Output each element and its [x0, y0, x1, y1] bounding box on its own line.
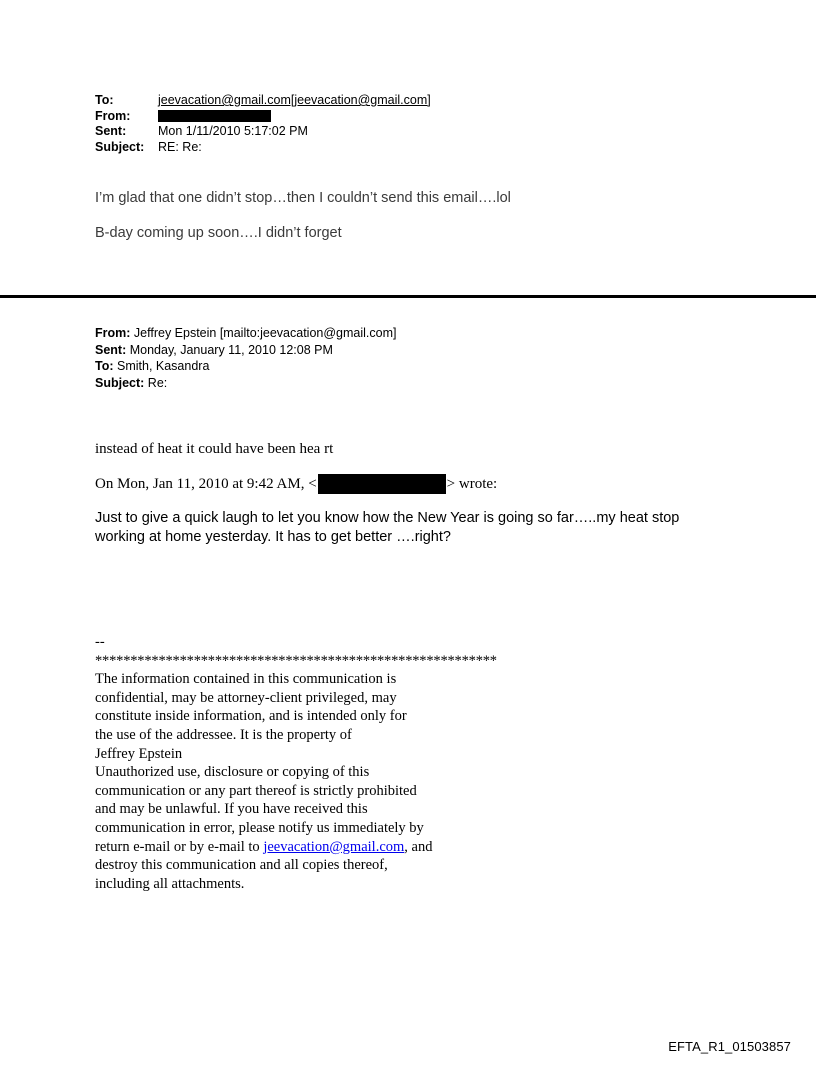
body-paragraph-1: I’m glad that one didn’t stop…then I couldn’t send this email….lol: [95, 190, 511, 206]
quoted-header-row-sent: [95, 342, 396, 359]
disclaimer-line-5: Jeffrey Epstein: [95, 745, 183, 762]
disclaimer-email-link[interactable]: jeevacation@gmail.com: [263, 838, 405, 855]
disclaimer-line-3: constitute inside information, and is intended only for: [95, 708, 407, 725]
header-row-from: [95, 109, 431, 125]
on-wrote-line: [95, 474, 497, 494]
disclaimer-star-rule: *********************************************************: [95, 652, 497, 669]
quoted-email-header-block: [95, 325, 396, 391]
header-value-sent: Mon 1/11/2010 5:17:02 PM: [158, 124, 308, 138]
disclaimer-line-2: confidential, may be attorney-client privileged, may: [95, 689, 397, 706]
quoted-header-label-subject: Subject:: [95, 375, 145, 390]
on-wrote-suffix: > wrote:: [446, 475, 498, 492]
header-label-subject: Subject:: [95, 139, 145, 154]
disclaimer-line-7: communication or any part thereof is strictly prohibited: [95, 782, 417, 799]
quoted-header-label-from: From:: [95, 326, 131, 340]
confidentiality-disclaimer: [95, 633, 595, 893]
quoted-header-label-sent: Sent:: [95, 342, 127, 357]
disclaimer-line-11: destroy this communication and all copies thereof,: [95, 857, 388, 874]
redaction-bar-from: [158, 110, 271, 122]
disclaimer-return-suffix: , and: [404, 838, 433, 855]
reply-line: instead of heat it could have been hea rt: [95, 441, 334, 457]
bates-number: EFTA_R1_01503857: [668, 1039, 791, 1054]
disclaimer-line-8: and may be unlawful. If you have received this: [95, 801, 368, 818]
on-wrote-prefix: On Mon, Jan 11, 2010 at 9:42 AM, <: [95, 475, 317, 492]
redaction-bar-sender: [318, 474, 446, 494]
quoted-header-value-to: Smith, Kasandra: [117, 359, 210, 373]
header-label-sent: Sent:: [95, 124, 127, 138]
quoted-header-row-from: [95, 325, 396, 342]
header-row-to: [95, 93, 431, 109]
disclaimer-line-12: including all attachments.: [95, 875, 245, 892]
email-header-block: [95, 93, 431, 155]
disclaimer-return-prefix: return e-mail or by e-mail to: [95, 838, 264, 855]
quoted-header-label-to: To:: [95, 359, 114, 373]
body-paragraph-2: B-day coming up soon….I didn’t forget: [95, 225, 342, 241]
email-body-top: [95, 188, 715, 258]
disclaimer-dashes: --: [95, 634, 105, 650]
header-label-from: From:: [95, 108, 131, 123]
disclaimer-line-6: Unauthorized use, disclosure or copying of this: [95, 764, 370, 781]
quoted-header-value-from: Jeffrey Epstein [mailto:jeevacation@gmail.com]: [133, 326, 397, 340]
disclaimer-line-9: communication in error, please notify us immediately by: [95, 819, 424, 836]
quoted-header-value-sent: Monday, January 11, 2010 12:08 PM: [129, 342, 333, 357]
quoted-header-row-subject: [95, 375, 396, 392]
disclaimer-line-10: [95, 838, 595, 857]
disclaimer-line-1: The information contained in this communication is: [95, 671, 397, 688]
quoted-header-value-subject: Re:: [147, 375, 168, 390]
quoted-header-row-to: [95, 358, 396, 375]
disclaimer-line-4: the use of the addressee. It is the property of: [95, 726, 352, 743]
quoted-body-paragraph: Just to give a quick laugh to let you know how the New Year is going so far…..my heat stop working at home yesterday. It has to get better ….right?: [95, 510, 680, 545]
header-value-to: jeevacation@gmail.com[jeevacation@gmail.com]: [158, 93, 431, 107]
header-row-sent: [95, 124, 431, 140]
header-value-subject: RE: Re:: [158, 139, 202, 154]
section-divider: [0, 295, 816, 298]
header-row-subject: [95, 140, 431, 156]
header-label-to: To:: [95, 93, 114, 107]
